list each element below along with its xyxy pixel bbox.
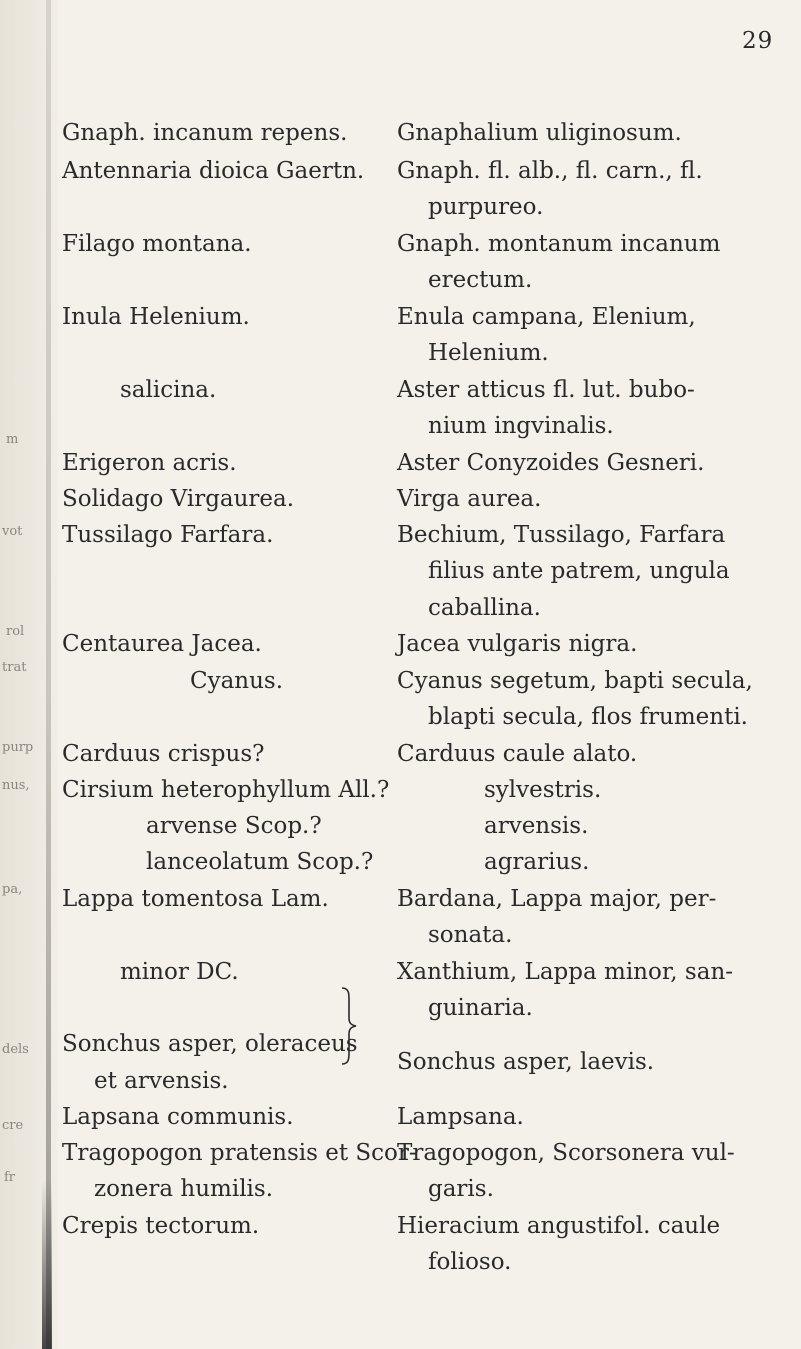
left-entry: Erigeron acris. — [62, 450, 237, 476]
left-entry: Cyanus. — [190, 668, 284, 694]
right-entry: garis. — [428, 1176, 494, 1202]
bleed-fragment: dels — [2, 1042, 29, 1057]
left-entry: Filago montana. — [62, 231, 252, 257]
right-entry: Bardana, Lappa major, per- — [397, 886, 717, 912]
left-entry: salicina. — [120, 377, 217, 403]
left-entry: minor DC. — [120, 959, 239, 985]
left-entry: Tragopogon pratensis et Scor- — [62, 1140, 417, 1166]
left-entry: Lappa tomentosa Lam. — [62, 886, 329, 912]
left-entry: Carduus crispus? — [62, 741, 265, 767]
right-entry: sonata. — [428, 922, 513, 948]
bleed-fragment: nus, — [2, 778, 30, 793]
right-entry: Hieracium angustifol. caule — [397, 1213, 721, 1239]
right-entry: Gnaphalium uliginosum. — [397, 120, 682, 146]
bleed-fragment: pa, — [2, 882, 23, 897]
right-entry: Cyanus segetum, bapti secula, — [397, 668, 753, 694]
right-entry: folioso. — [428, 1249, 512, 1275]
right-entry: Carduus caule alato. — [397, 741, 638, 767]
page-number: 29 — [742, 28, 774, 54]
right-entry: Enula campana, Elenium, — [397, 304, 696, 330]
right-entry: agrarius. — [484, 849, 590, 875]
right-entry: nium ingvinalis. — [428, 413, 614, 439]
right-entry: caballina. — [428, 595, 541, 621]
right-entry: purpureo. — [428, 194, 544, 220]
bleed-fragment: fr — [4, 1170, 16, 1185]
left-entry: Lapsana communis. — [62, 1104, 294, 1130]
left-entry: Centaurea Jacea. — [62, 631, 262, 657]
bleed-fragment: purp — [2, 740, 34, 755]
bleed-fragment: trat — [2, 660, 27, 675]
right-entry: arvensis. — [484, 813, 589, 839]
left-entry: Solidago Virgaurea. — [62, 486, 295, 512]
right-entry: Gnaph. fl. alb., fl. carn., fl. — [397, 158, 703, 184]
right-entry: guinaria. — [428, 995, 533, 1021]
right-entry: sylvestris. — [484, 777, 602, 803]
right-entry: blapti secula, flos frumenti. — [428, 704, 748, 730]
left-entry: Tussilago Farfara. — [62, 522, 274, 548]
left-entry: Sonchus asper, oleraceus — [62, 1031, 358, 1057]
left-entry: et arvensis. — [94, 1068, 229, 1094]
right-entry: Lampsana. — [397, 1104, 524, 1130]
left-entry: Inula Helenium. — [62, 304, 250, 330]
binding-edge — [46, 0, 51, 1349]
right-entry: Sonchus asper, laevis. — [397, 1049, 655, 1075]
right-entry: Tragopogon, Scorsonera vul- — [397, 1140, 735, 1166]
right-entry: Virga aurea. — [397, 486, 542, 512]
grouping-brace — [338, 985, 360, 1067]
right-entry: filius ante patrem, ungula — [428, 558, 730, 584]
left-entry: zonera humilis. — [94, 1176, 274, 1202]
left-entry: lanceolatum Scop.? — [146, 849, 374, 875]
right-entry: Jacea vulgaris nigra. — [397, 631, 638, 657]
left-entry: Gnaph. incanum repens. — [62, 120, 348, 146]
right-entry: Bechium, Tussilago, Farfara — [397, 522, 726, 548]
bleed-fragment: rol — [6, 624, 25, 639]
left-entry: arvense Scop.? — [146, 813, 322, 839]
left-entry: Antennaria dioica Gaertn. — [62, 158, 365, 184]
left-entry: Cirsium heterophyllum All.? — [62, 777, 390, 803]
binding-shadow — [42, 1180, 52, 1349]
bleed-fragment: m — [6, 432, 19, 447]
right-entry: Xanthium, Lappa minor, san- — [397, 959, 734, 985]
right-entry: Gnaph. montanum incanum — [397, 231, 721, 257]
right-entry: Helenium. — [428, 340, 549, 366]
right-entry: erectum. — [428, 267, 533, 293]
bleed-fragment: cre — [2, 1118, 24, 1133]
right-entry: Aster atticus fl. lut. bubo- — [397, 377, 695, 403]
left-entry: Crepis tectorum. — [62, 1213, 260, 1239]
right-entry: Aster Conyzoides Gesneri. — [397, 450, 705, 476]
bleed-fragment: vot — [2, 524, 23, 539]
